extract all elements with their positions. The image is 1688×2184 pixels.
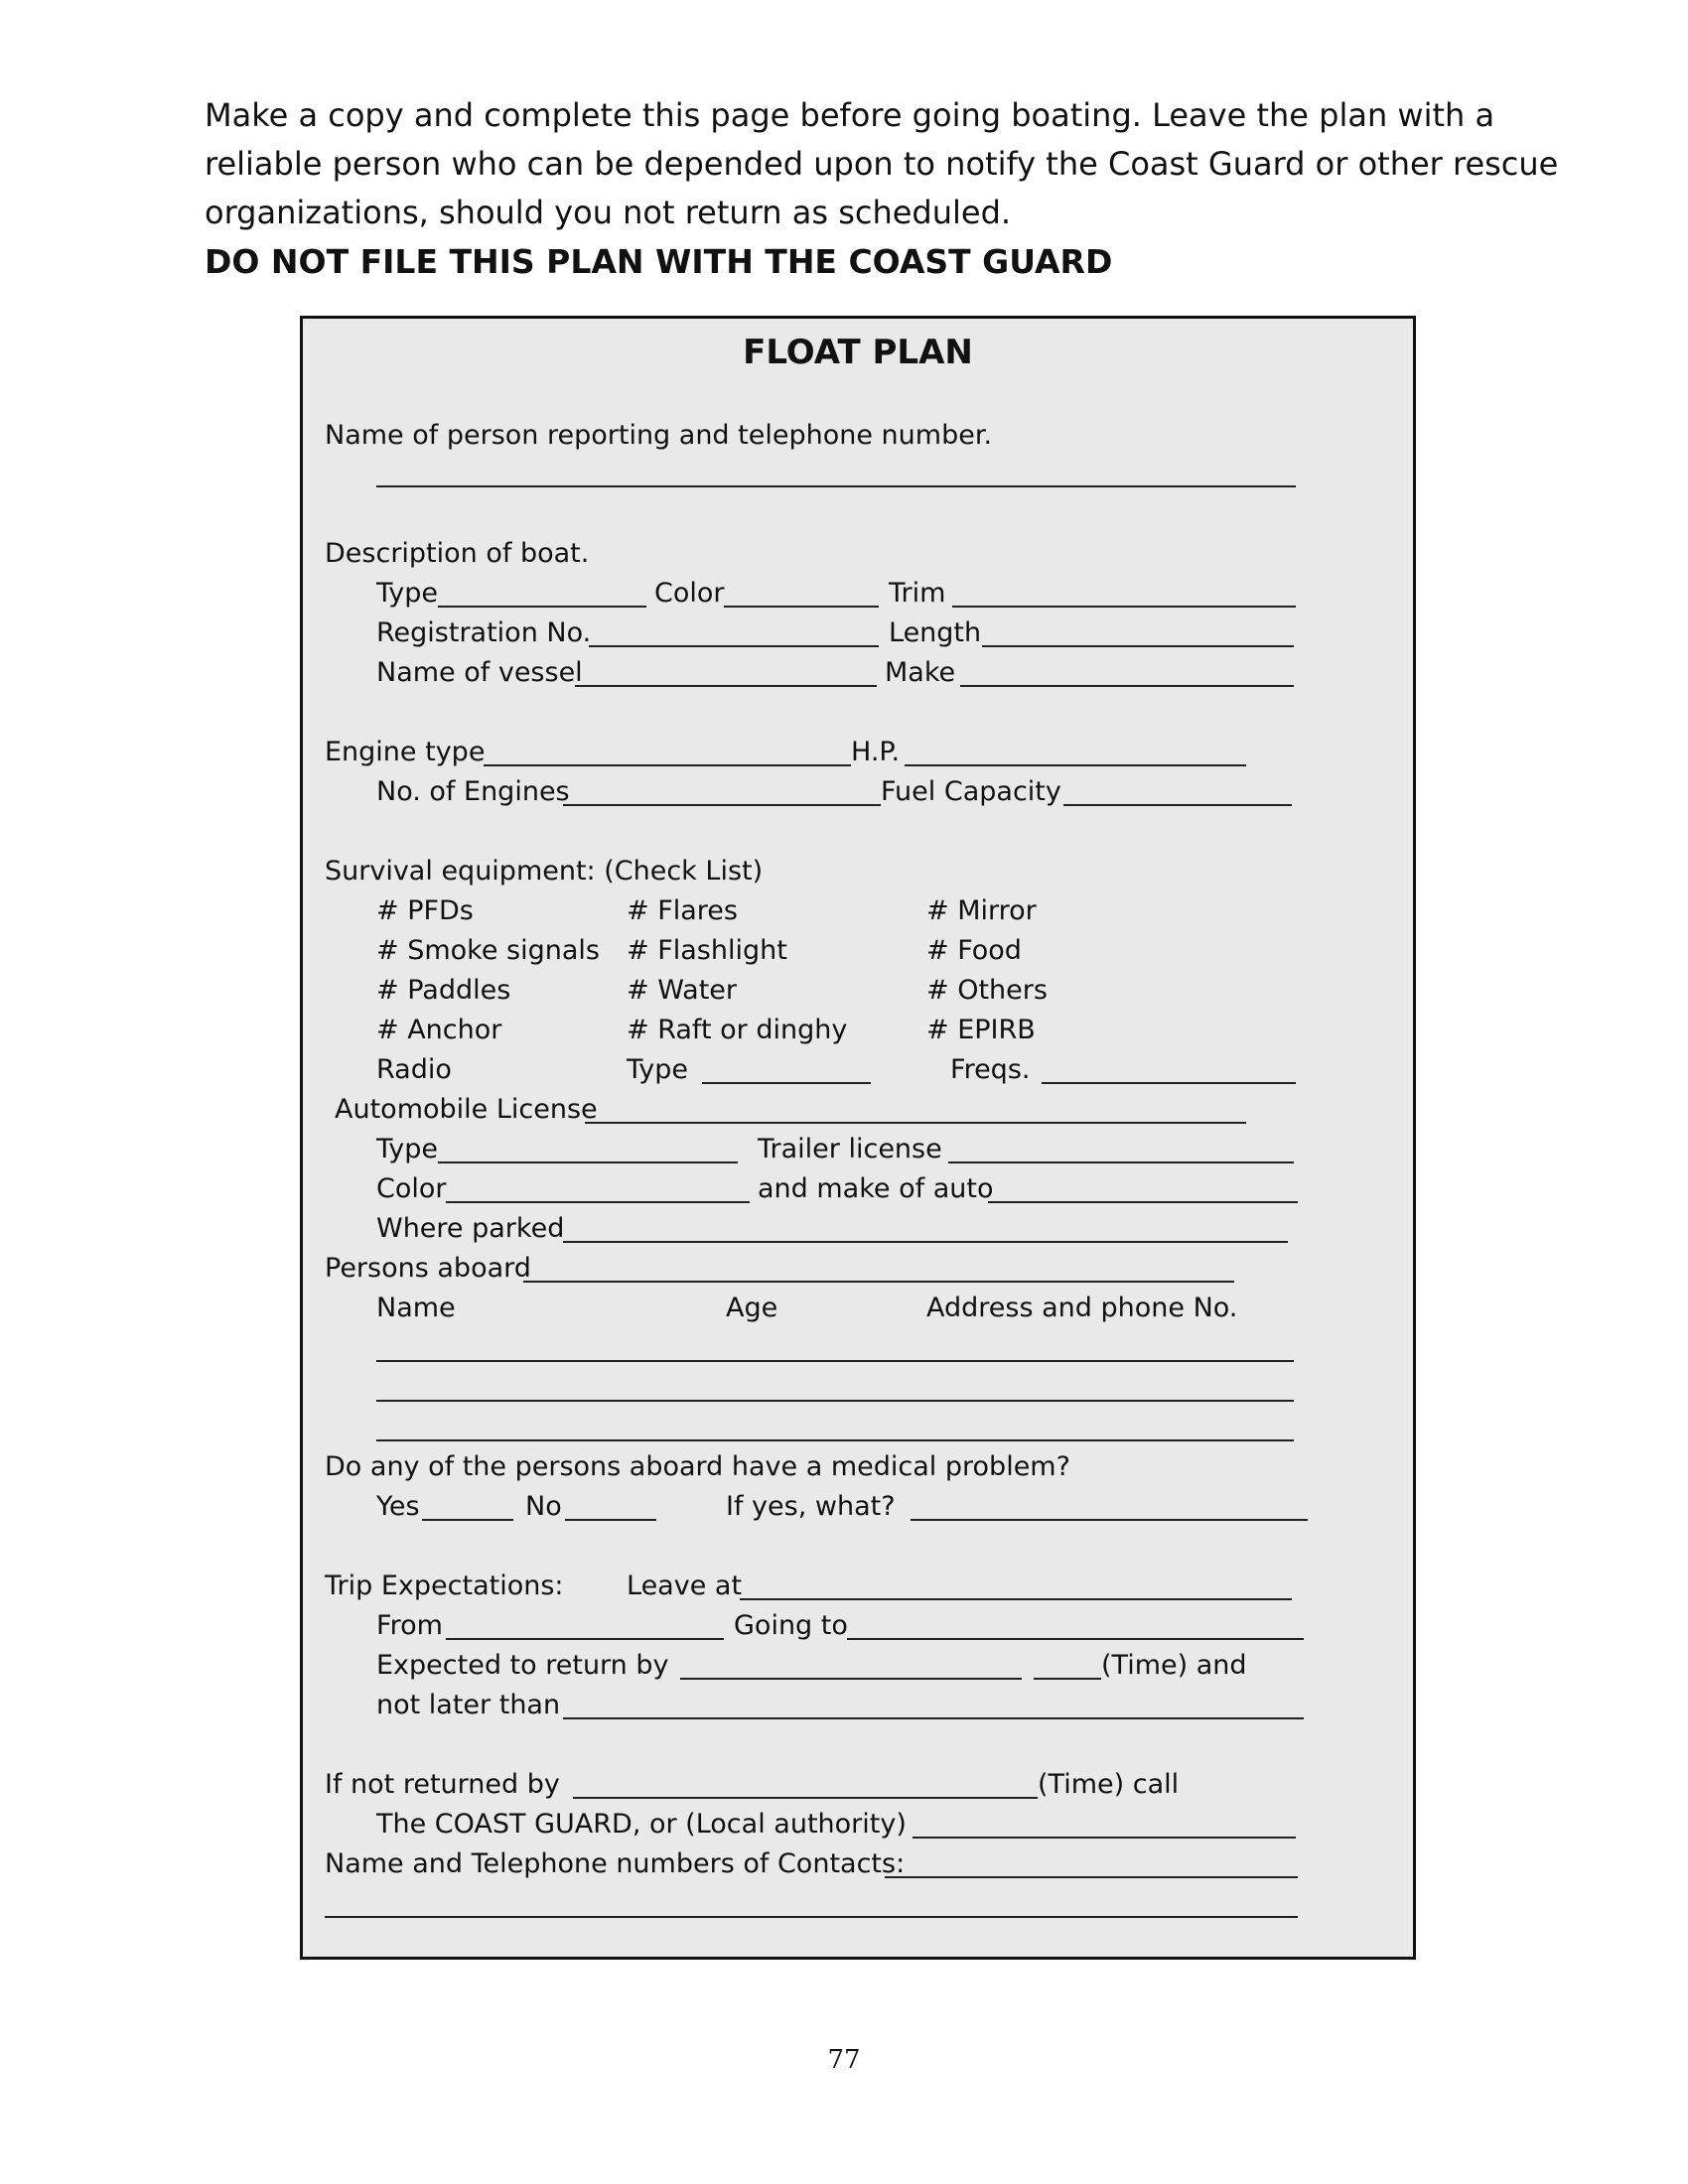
return-by-field[interactable] <box>680 1678 1022 1680</box>
checklist-item[interactable]: # Anchor <box>376 1015 502 1045</box>
from-label: From <box>376 1610 443 1641</box>
instructions <box>205 91 1595 287</box>
freqs-label: Freqs. <box>950 1054 1031 1085</box>
trip-heading: Trip Expectations: <box>325 1570 564 1601</box>
contacts-label: Name and Telephone numbers of Contacts: <box>325 1848 906 1879</box>
person-entry-field[interactable] <box>376 1439 1294 1441</box>
person-entry-field[interactable] <box>376 1400 1294 1402</box>
checklist-item[interactable]: # Others <box>926 975 1048 1006</box>
medical-question: Do any of the persons aboard have a medical problem? <box>325 1451 1070 1482</box>
not-later-field[interactable] <box>563 1717 1304 1719</box>
float-plan-form <box>300 316 1416 1960</box>
auto-color-field[interactable] <box>446 1201 750 1203</box>
checklist-item[interactable]: # Smoke signals <box>376 935 600 966</box>
medical-if-yes-field[interactable] <box>911 1519 1308 1521</box>
engine-type-field[interactable] <box>484 764 851 766</box>
auto-type-label: Type <box>376 1134 439 1164</box>
persons-aboard-label: Persons aboard <box>325 1253 531 1284</box>
length-field[interactable] <box>982 645 1294 647</box>
boat-trim-label: Trim <box>889 578 946 609</box>
where-parked-field[interactable] <box>563 1241 1288 1243</box>
boat-type-label: Type <box>376 578 439 609</box>
hp-field[interactable] <box>905 764 1246 766</box>
radio-type-label: Type <box>627 1054 689 1085</box>
reporter-label: Name of person reporting and telephone number. <box>325 420 993 451</box>
vessel-name-field[interactable] <box>575 685 877 687</box>
num-engines-label: No. of Engines <box>376 776 570 807</box>
contacts-field[interactable] <box>885 1876 1298 1878</box>
num-engines-field[interactable] <box>563 804 881 806</box>
form-title: FLOAT PLAN <box>743 333 973 372</box>
if-not-returned-label: If not returned by <box>325 1769 560 1800</box>
if-not-returned-field[interactable] <box>573 1797 1038 1799</box>
registration-field[interactable] <box>589 645 879 647</box>
auto-make-label: and make of auto <box>758 1173 994 1204</box>
checklist-item[interactable]: # Water <box>627 975 738 1006</box>
instruction-line: Make a copy and complete this page before going boating. Leave the plan with a <box>205 96 1495 134</box>
checklist-item[interactable]: # Paddles <box>376 975 511 1006</box>
persons-aboard-field[interactable] <box>523 1281 1234 1283</box>
medical-yes-label: Yes <box>376 1491 420 1522</box>
radio-type-field[interactable] <box>702 1082 871 1084</box>
medical-yes-field[interactable] <box>422 1519 513 1521</box>
survival-heading: Survival equipment: (Check List) <box>325 856 764 887</box>
radio-label: Radio <box>376 1054 452 1085</box>
leave-at-field[interactable] <box>740 1598 1292 1600</box>
page-number: 77 <box>827 2045 861 2075</box>
fuel-capacity-field[interactable] <box>1063 804 1292 806</box>
leave-at-label: Leave at <box>627 1570 743 1601</box>
boat-color-field[interactable] <box>724 606 879 608</box>
col-age-header: Age <box>726 1293 778 1323</box>
checklist-item[interactable]: # Mirror <box>926 895 1037 926</box>
col-name-header: Name <box>376 1293 456 1323</box>
going-to-label: Going to <box>734 1610 848 1641</box>
checklist-item[interactable]: # Flares <box>627 895 738 926</box>
return-time-field[interactable] <box>1034 1678 1101 1680</box>
auto-license-field[interactable] <box>585 1122 1246 1124</box>
local-authority-field[interactable] <box>913 1837 1296 1839</box>
make-field[interactable] <box>960 685 1294 687</box>
medical-no-field[interactable] <box>565 1519 656 1521</box>
checklist-item[interactable]: # Food <box>926 935 1022 966</box>
instruction-line: organizations, should you not return as scheduled. <box>205 194 1012 231</box>
contacts-extra-field[interactable] <box>325 1916 1298 1918</box>
trailer-license-label: Trailer license <box>758 1134 942 1164</box>
auto-color-label: Color <box>376 1173 447 1204</box>
engine-type-label: Engine type <box>325 737 486 767</box>
not-later-label: not later than <box>376 1690 561 1720</box>
boat-heading: Description of boat. <box>325 538 590 569</box>
col-address-header: Address and phone No. <box>926 1293 1238 1323</box>
return-by-label: Expected to return by <box>376 1650 669 1681</box>
checklist-item[interactable]: # PFDs <box>376 895 474 926</box>
hp-label: H.P. <box>851 737 901 767</box>
coast-guard-label: The COAST GUARD, or (Local authority) <box>376 1809 907 1840</box>
auto-make-field[interactable] <box>988 1201 1298 1203</box>
freqs-field[interactable] <box>1042 1082 1296 1084</box>
trailer-license-field[interactable] <box>948 1161 1294 1163</box>
checklist-item[interactable]: # Flashlight <box>627 935 787 966</box>
boat-type-field[interactable] <box>438 606 646 608</box>
person-entry-field[interactable] <box>376 1360 1294 1362</box>
reporter-field[interactable] <box>376 485 1296 487</box>
registration-label: Registration No. <box>376 617 592 648</box>
medical-if-yes-label: If yes, what? <box>726 1491 896 1522</box>
instruction-line: reliable person who can be depended upon to notify the Coast Guard or other rescue <box>205 145 1559 183</box>
going-to-field[interactable] <box>847 1638 1304 1640</box>
auto-license-label: Automobile License <box>335 1094 598 1125</box>
time-and-label: (Time) and <box>1101 1650 1247 1681</box>
medical-no-label: No <box>525 1491 562 1522</box>
where-parked-label: Where parked <box>376 1213 565 1244</box>
time-call-label: (Time) call <box>1038 1769 1180 1800</box>
boat-color-label: Color <box>654 578 725 609</box>
boat-trim-field[interactable] <box>952 606 1296 608</box>
checklist-item[interactable]: # Raft or dinghy <box>627 1015 848 1045</box>
warning-text: DO NOT FILE THIS PLAN WITH THE COAST GUARD <box>205 242 1113 281</box>
from-field[interactable] <box>446 1638 724 1640</box>
fuel-capacity-label: Fuel Capacity <box>881 776 1061 807</box>
make-label: Make <box>885 657 956 688</box>
auto-type-field[interactable] <box>438 1161 738 1163</box>
vessel-name-label: Name of vessel <box>376 657 583 688</box>
length-label: Length <box>889 617 982 648</box>
checklist-item[interactable]: # EPIRB <box>926 1015 1036 1045</box>
